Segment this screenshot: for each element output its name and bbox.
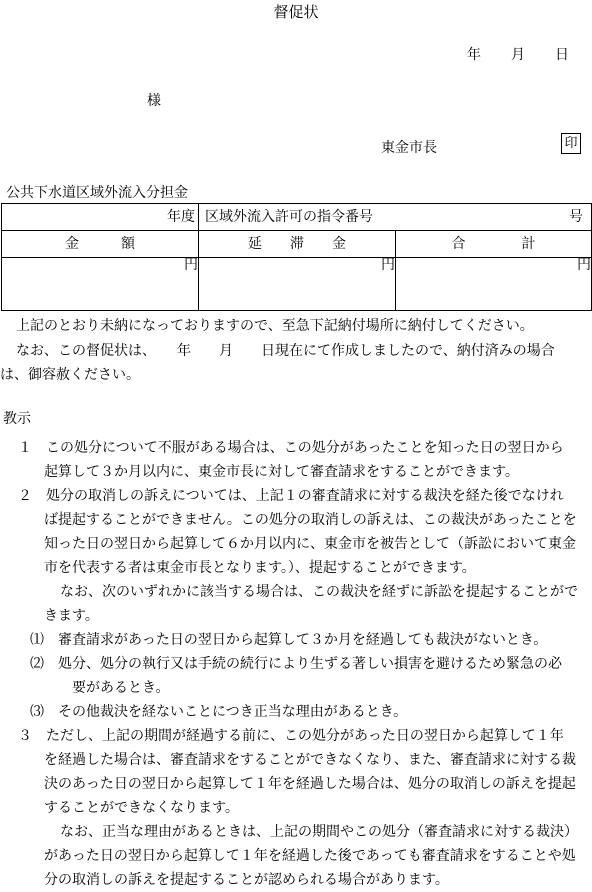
permit-label: 区域外流入許可の指令番号 (205, 209, 373, 225)
instruction-line: を経過した場合は、審査請求をすることができなくなり、また、審査請求に対する裁 (44, 752, 576, 768)
date-month: 月 (511, 47, 525, 63)
amount-header: 金 額 (2, 231, 199, 258)
instruction-line: なお、次のいずれかに該当する場合は、この裁決を経ずに訴訟を提起することがで (60, 584, 578, 600)
late-fee-yen-cell: 円 (199, 258, 396, 311)
instruction-line: することができなくなります。 (44, 800, 239, 816)
instruction-line: ⑴ 審査請求があった日の翌日から起算して３か月を経過しても裁決がないとき。 (30, 632, 548, 648)
instruction-line: ３ ただし、上記の期間が経過する前に、この処分があった日の翌日から起算して１年 (18, 728, 564, 744)
fiscal-year-cell: 年度 (2, 204, 199, 231)
instruction-line: 要があるとき。 (72, 680, 170, 696)
instructions-heading: 教示 (3, 411, 31, 427)
instruction-line: きます。 (44, 608, 99, 624)
total-yen-cell: 円 (396, 258, 592, 311)
permit-suffix: 号 (569, 209, 583, 225)
instruction-line: なお、正当な理由があるときは、上記の期間やこの処分（審査請求に対する裁決） (60, 824, 578, 840)
notice-line-3: は、御容赦ください。 (0, 367, 140, 383)
subject-title: 公共下水道区域外流入分担金 (6, 185, 188, 201)
notice-line-2: なお、この督促状は、 年 月 日現在にて作成しましたので、納付済みの場合 (16, 343, 555, 359)
table-row-header-info (2, 204, 592, 231)
instruction-line: ２ 処分の取消しの訴えについては、上記１の審査請求に対する裁決を経た後でなけれ (18, 488, 564, 504)
instruction-line: 分の取消しの訴えを提起することが認められる場合があります。 (44, 872, 449, 888)
seal-box (561, 133, 581, 154)
date-line (467, 48, 569, 62)
document-title: 督促状 (273, 3, 319, 21)
table-row-values (2, 258, 592, 311)
notice-line-1: 上記のとおり未納になっておりますので、至急下記納付場所に納付してください。 (16, 318, 534, 334)
permit-number-cell (199, 204, 592, 231)
instruction-line: 市を代表する者は東金市長となります。）、提起することができます。 (44, 560, 476, 576)
billing-table (1, 203, 592, 311)
instruction-line: ば提起することができません。この処分の取消しの訴えは、この裁決があったことを (44, 512, 577, 528)
total-header: 合 計 (396, 231, 592, 258)
instruction-line: があった日の翌日から起算して１年を経過した後であっても審査請求をすることや処 (44, 848, 576, 864)
late-fee-header: 延 滞 金 (199, 231, 396, 258)
instruction-line: 知った日の翌日から起算して６か月以内に、東金市を被告として（訴訟において東金 (44, 536, 576, 552)
instruction-line: ⑵ 処分、処分の執行又は手続の続行により生ずる著しい損害を避けるため緊急の必 (30, 656, 562, 672)
instruction-line: １ この処分について不服がある場合は、この処分があったことを知った日の翌日から (18, 440, 564, 456)
date-day: 日 (555, 47, 569, 63)
amount-yen-cell: 円 (2, 258, 199, 311)
addressee-suffix: 様 (147, 93, 161, 109)
instruction-line: ⑶ その他裁決を経ないことにつき正当な理由があるとき。 (30, 704, 408, 720)
instruction-line: 決のあった日の翌日から起算して１年を経過した場合は、処分の取消しの訴えを提起 (44, 776, 576, 792)
issuer-name: 東金市長 (381, 140, 437, 156)
seal-label: 印 (564, 136, 578, 151)
date-year: 年 (467, 47, 481, 63)
instruction-line: 起算して３か月以内に、東金市長に対して審査請求をすることができます。 (44, 464, 519, 480)
table-row-column-headers (2, 231, 592, 258)
